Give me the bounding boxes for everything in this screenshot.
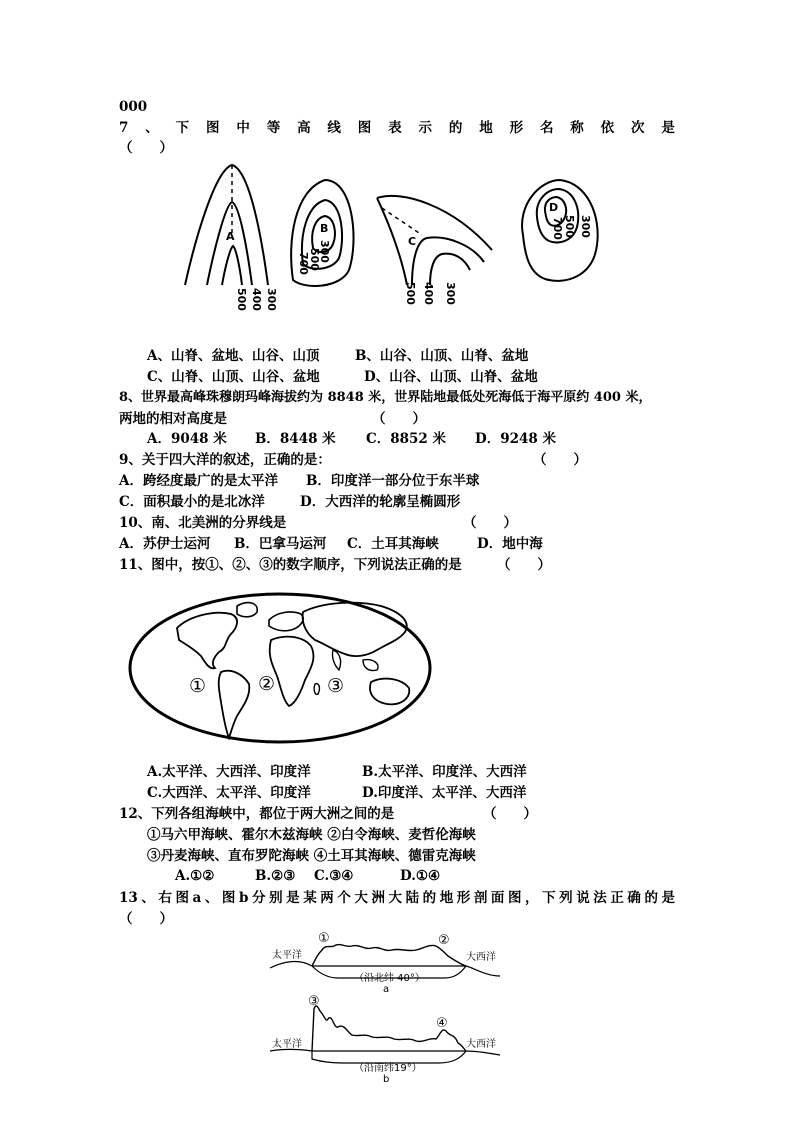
q7-stem-char: 名	[539, 120, 554, 136]
q11-paren: （ ）	[497, 557, 551, 573]
q13-stem-char: 大	[354, 890, 368, 906]
q13-stem-char: 确	[627, 890, 641, 906]
contour-label: 300	[318, 240, 331, 263]
q7-stem-char: 线	[327, 120, 341, 136]
q13-stem-char: 大	[388, 890, 402, 906]
q7-stem-char: 次	[631, 120, 645, 136]
q13-stem-char: 、	[141, 890, 155, 906]
q12-line1: ①马六甲海峡、霍尔木兹海峡 ②白令海峡、麦哲伦海峡	[147, 827, 476, 843]
q13-paren: （ ）	[119, 911, 173, 927]
q7-stem-char: 形	[509, 120, 524, 136]
q10-option-d: D．地中海	[477, 536, 543, 552]
q12-paren: （ ）	[483, 806, 537, 822]
q7-stem-char: 表	[388, 120, 402, 136]
ocean-marker-1: ①	[189, 675, 207, 697]
profile-a-right-ocean: 大西洋	[466, 952, 496, 963]
q13-stem-char: 别	[269, 890, 283, 906]
q11-stem: 11、图中，按①、②、③的数字顺序，下列说法正确的是	[119, 557, 462, 573]
q13-stem-char: 下	[542, 890, 556, 906]
q12-option-a: A.①②	[175, 868, 215, 884]
header-code: 000	[119, 99, 148, 115]
q12-line2: ③丹麦海峡、直布罗陀海峡 ④土耳其海峡、德雷克海峡	[147, 848, 476, 864]
contour-label: 300	[265, 288, 278, 311]
q13-stem-char: 是	[661, 890, 675, 906]
profile-b-caption: （沿南纬19°）	[354, 1063, 422, 1074]
q13-stem-char: 、	[204, 890, 219, 906]
q13-stem-char: b	[238, 890, 249, 906]
profile-b-right-ocean: 大西洋	[466, 1039, 496, 1050]
contour-map-basin-d	[515, 175, 605, 290]
q13-stem-char: 某	[303, 890, 317, 906]
q7-paren: （ ）	[119, 140, 173, 156]
q12-option-c: C.③④	[314, 868, 354, 884]
q7-option-b: B、山谷、山顶、山脊、盆地	[355, 348, 529, 364]
contour-label: 700	[297, 252, 310, 275]
terrain-profile-a	[268, 928, 503, 993]
profile-a-letter: a	[383, 984, 390, 995]
q7-stem-char: 高	[297, 120, 311, 136]
q9-paren: （ ）	[533, 452, 587, 468]
q7-stem-char: 的	[448, 120, 463, 136]
q13-stem-char: 是	[286, 890, 300, 906]
q8-option-b: B．8448 米	[255, 431, 336, 447]
q9-stem: 9、关于四大洋的叙述，正确的是：	[119, 452, 331, 468]
q11-option-b: B.太平洋、印度洋、大西洋	[362, 764, 527, 780]
contour-map-peak-b	[285, 170, 365, 295]
contour-label: 500	[404, 282, 417, 305]
contour-map-ridge-a	[180, 160, 280, 310]
terrain-profile-b	[268, 993, 503, 1083]
q12-option-d: D.①④	[400, 868, 441, 884]
contour-label: 300	[444, 282, 457, 305]
contour-point-d: D	[549, 201, 559, 214]
q8-stem-line1: 8、世界最高峰珠穆朗玛峰海拔约为 8848 米，世界陆地最低处死海低于海平原约 400 米，	[119, 390, 652, 405]
q8-option-c: C．8852 米	[366, 431, 447, 447]
q13-stem-char: 陆	[405, 890, 420, 906]
q10-stem: 10、南、北美洲的分界线是	[119, 515, 287, 531]
q10-option-a: A．苏伊士运河	[119, 536, 211, 552]
q10-option-c: C．土耳其海峡	[347, 536, 439, 552]
q13-stem-char: 13	[119, 890, 138, 906]
contour-label: 500	[235, 288, 248, 311]
q7-stem-char: 、	[145, 120, 159, 136]
contour-label: 500	[308, 248, 321, 271]
contour-label: 400	[250, 288, 263, 311]
q13-stem	[119, 889, 675, 907]
q8-stem-line2: 两地的相对高度是	[119, 411, 227, 427]
profile-a-caption: （沿北纬 40°）	[354, 973, 425, 984]
q13-stem-char: a	[192, 890, 202, 906]
q7-option-c: C、山脊、山顶、山谷、盆地	[147, 369, 320, 385]
q13-stem-char: 剖	[473, 890, 488, 906]
q10-paren: （ ）	[463, 515, 517, 531]
contour-map-valley-c	[372, 190, 497, 305]
profile-a-mark-2: ②	[438, 933, 450, 948]
q13-stem-char: 的	[644, 890, 658, 906]
q13-stem-char: 分	[252, 890, 266, 906]
contour-point-a: A	[226, 230, 235, 243]
q13-stem-char: 个	[337, 890, 351, 906]
contour-label: 300	[579, 215, 592, 238]
contour-label: 700	[551, 217, 564, 240]
contour-point-b: B	[320, 222, 329, 235]
q7-stem-char: 地	[479, 120, 493, 136]
q13-stem-char: 图	[507, 890, 522, 906]
q7-stem-char: 是	[661, 120, 675, 136]
profile-a-mark-1: ①	[318, 931, 330, 946]
q8-option-d: D．9248 米	[475, 431, 556, 447]
q13-stem-char: 说	[576, 890, 590, 906]
profile-a-left-ocean: 太平洋	[272, 950, 302, 961]
q13-stem-char: 正	[610, 890, 624, 906]
q13-stem-char: 图	[221, 890, 236, 906]
q7-stem-char: 示	[418, 120, 432, 136]
q13-stem-char: 法	[593, 890, 607, 906]
q7-stem-char: 称	[570, 120, 584, 136]
q7-stem-char: 中	[236, 120, 250, 136]
q7-stem-char: 图	[205, 120, 220, 136]
world-map	[119, 588, 441, 748]
q10-option-b: B．巴拿马运河	[234, 536, 327, 552]
q7-option-a: A、山脊、盆地、山谷、山顶	[147, 348, 320, 364]
q8-option-a: A．9048 米	[147, 431, 227, 447]
contour-label: 400	[422, 282, 435, 305]
q9-option-d: D．大西洋的轮廓呈椭圆形	[300, 494, 461, 510]
q9-option-a: A．跨经度最广的是太平洋	[119, 473, 278, 489]
q11-option-a: A.太平洋、大西洋、印度洋	[147, 764, 311, 780]
q8-paren: （ ）	[372, 411, 426, 427]
q13-stem-char: 图	[175, 890, 189, 906]
q13-stem-char: 洲	[371, 890, 385, 906]
q13-stem-char: 的	[422, 890, 437, 906]
profile-b-mark-3: ③	[308, 994, 320, 1009]
q7-stem-char: 下	[175, 120, 190, 136]
q7-stem	[119, 119, 675, 137]
q13-stem-char: 两	[320, 890, 334, 906]
q7-stem-char: 依	[600, 120, 615, 136]
q7-option-d: D、山谷、山顶、山脊、盆地	[364, 369, 538, 385]
profile-b-left-ocean: 太平洋	[272, 1039, 302, 1050]
q13-stem-char: 列	[559, 890, 573, 906]
q9-option-c: C．面积最小的是北冰洋	[119, 494, 265, 510]
q13-stem-char: 地	[439, 890, 454, 906]
q11-option-c: C.大西洋、太平洋、印度洋	[147, 785, 311, 801]
q11-option-d: D.印度洋、太平洋、大西洋	[362, 785, 527, 801]
q7-stem-char: 7	[119, 120, 129, 136]
contour-point-c: C	[408, 235, 417, 248]
q7-stem-char: 等	[266, 120, 281, 136]
q9-option-b: B．印度洋一部分位于东半球	[306, 473, 480, 489]
q12-option-b: B.②③	[255, 868, 296, 884]
profile-b-mark-4: ④	[436, 1016, 448, 1031]
q13-stem-char: 形	[456, 890, 471, 906]
q7-stem-char: 图	[357, 120, 372, 136]
ocean-marker-2: ②	[258, 673, 276, 695]
contour-label: 500	[563, 215, 576, 238]
ocean-marker-3: ③	[327, 675, 345, 697]
q12-stem: 12、下列各组海峡中，都位于两大洲之间的是	[119, 806, 395, 822]
q13-stem-char: ，	[525, 890, 539, 906]
profile-b-letter: b	[383, 1074, 390, 1085]
q13-stem-char: 右	[158, 890, 172, 906]
q13-stem-char: 面	[490, 890, 505, 906]
